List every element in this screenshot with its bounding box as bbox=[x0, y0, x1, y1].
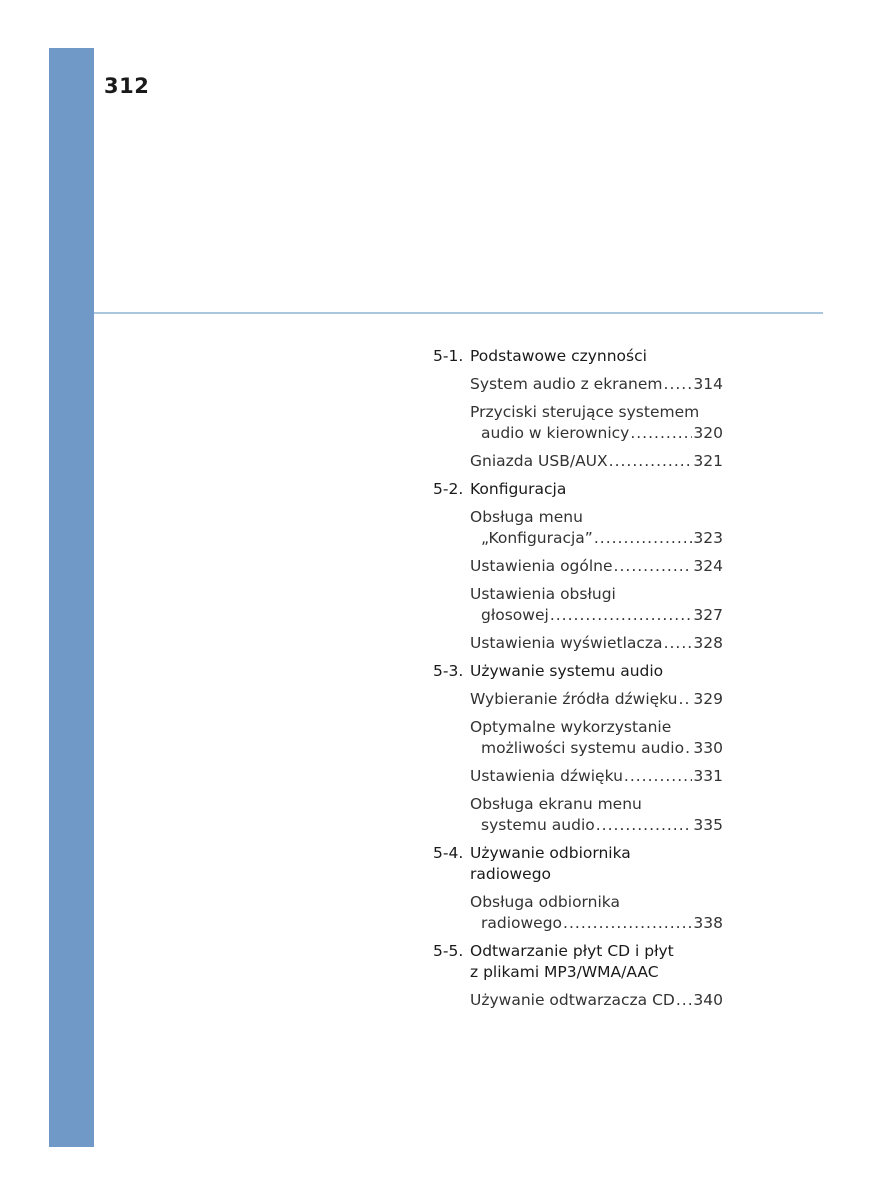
toc-section bbox=[433, 346, 723, 367]
page-number: 312 bbox=[104, 74, 150, 98]
entry-page-number: 323 bbox=[693, 529, 723, 547]
dot-leader bbox=[614, 556, 693, 577]
dot-leader bbox=[685, 738, 692, 759]
section-title: Używanie odbiornika radiowego bbox=[470, 844, 631, 883]
entry-title-line: Używanie odtwarzacza CD bbox=[470, 991, 675, 1009]
divider-line bbox=[94, 312, 823, 314]
toc-entry[interactable] bbox=[470, 990, 723, 1011]
dot-leader bbox=[609, 451, 693, 472]
dot-leader bbox=[563, 913, 692, 934]
toc-entry[interactable] bbox=[470, 402, 723, 444]
entry-title-line: Obsługa menu bbox=[470, 508, 583, 526]
entry-title-line: „Konfiguracja” bbox=[481, 529, 593, 547]
entry-page-number: 327 bbox=[693, 606, 723, 624]
section-title: Używanie systemu audio bbox=[470, 662, 664, 680]
dot-leader bbox=[594, 528, 693, 549]
toc-entry[interactable] bbox=[470, 689, 723, 710]
entry-title-line: Obsługa odbiornika bbox=[470, 893, 620, 911]
entry-title-line: Optymalne wykorzystanie bbox=[470, 718, 672, 736]
entry-title-line: System audio z ekranem bbox=[470, 375, 663, 393]
entry-page-number: 330 bbox=[693, 739, 723, 757]
entry-title-line: Gniazda USB/AUX bbox=[470, 452, 608, 470]
entry-title-line: systemu audio bbox=[481, 816, 595, 834]
entry-title-line: Ustawienia obsługi bbox=[470, 585, 616, 603]
chapter-side-bar bbox=[49, 48, 94, 1147]
toc-entry[interactable] bbox=[470, 451, 723, 472]
dot-leader bbox=[596, 815, 693, 836]
toc-entry[interactable] bbox=[470, 507, 723, 549]
entry-title-line: głosowej bbox=[481, 606, 549, 624]
entry-title-line: audio w kierownicy bbox=[481, 424, 630, 442]
entry-title-line: radiowego bbox=[481, 914, 563, 932]
toc-entry[interactable] bbox=[470, 633, 723, 654]
entry-title-line: Ustawienia wyświetlacza bbox=[470, 634, 663, 652]
toc-section bbox=[433, 479, 723, 500]
section-number: 5-2. bbox=[433, 480, 464, 498]
entry-title-line: możliwości systemu audio bbox=[481, 739, 685, 757]
toc-section bbox=[433, 941, 723, 983]
section-title: Konfiguracja bbox=[470, 480, 567, 498]
toc-entry[interactable] bbox=[470, 794, 723, 836]
entry-page-number: 331 bbox=[693, 767, 723, 785]
entry-title-line: Ustawienia ogólne bbox=[470, 557, 613, 575]
table-of-contents bbox=[433, 346, 723, 1018]
entry-title-line: Przyciski sterujące systemem bbox=[470, 403, 700, 421]
toc-entry[interactable] bbox=[470, 717, 723, 759]
entry-page-number: 314 bbox=[693, 375, 723, 393]
dot-leader bbox=[679, 689, 693, 710]
entry-title-line: Wybieranie źródła dźwięku bbox=[470, 690, 678, 708]
entry-page-number: 320 bbox=[693, 424, 723, 442]
dot-leader bbox=[664, 633, 693, 654]
dot-leader bbox=[676, 990, 693, 1011]
toc-entry[interactable] bbox=[470, 766, 723, 787]
section-title: Odtwarzanie płyt CD i płyt z plikami MP3/WMA/AAC bbox=[470, 942, 674, 981]
dot-leader bbox=[550, 605, 693, 626]
section-number: 5-4. bbox=[433, 844, 464, 862]
toc-entry[interactable] bbox=[470, 584, 723, 626]
toc-section bbox=[433, 661, 723, 682]
toc-entry[interactable] bbox=[470, 556, 723, 577]
section-number: 5-5. bbox=[433, 942, 464, 960]
section-title: Podstawowe czynności bbox=[470, 347, 647, 365]
entry-page-number: 338 bbox=[693, 914, 723, 932]
toc-entry[interactable] bbox=[470, 374, 723, 395]
dot-leader bbox=[624, 766, 693, 787]
entry-page-number: 321 bbox=[693, 452, 723, 470]
entry-page-number: 324 bbox=[693, 557, 723, 575]
dot-leader bbox=[630, 423, 692, 444]
dot-leader bbox=[664, 374, 693, 395]
entry-title-line: Obsługa ekranu menu bbox=[470, 795, 642, 813]
section-number: 5-3. bbox=[433, 662, 464, 680]
entry-page-number: 340 bbox=[693, 991, 723, 1009]
section-number: 5-1. bbox=[433, 347, 464, 365]
entry-page-number: 329 bbox=[693, 690, 723, 708]
toc-entry[interactable] bbox=[470, 892, 723, 934]
entry-page-number: 335 bbox=[693, 816, 723, 834]
entry-page-number: 328 bbox=[693, 634, 723, 652]
entry-title-line: Ustawienia dźwięku bbox=[470, 767, 623, 785]
toc-section bbox=[433, 843, 723, 885]
